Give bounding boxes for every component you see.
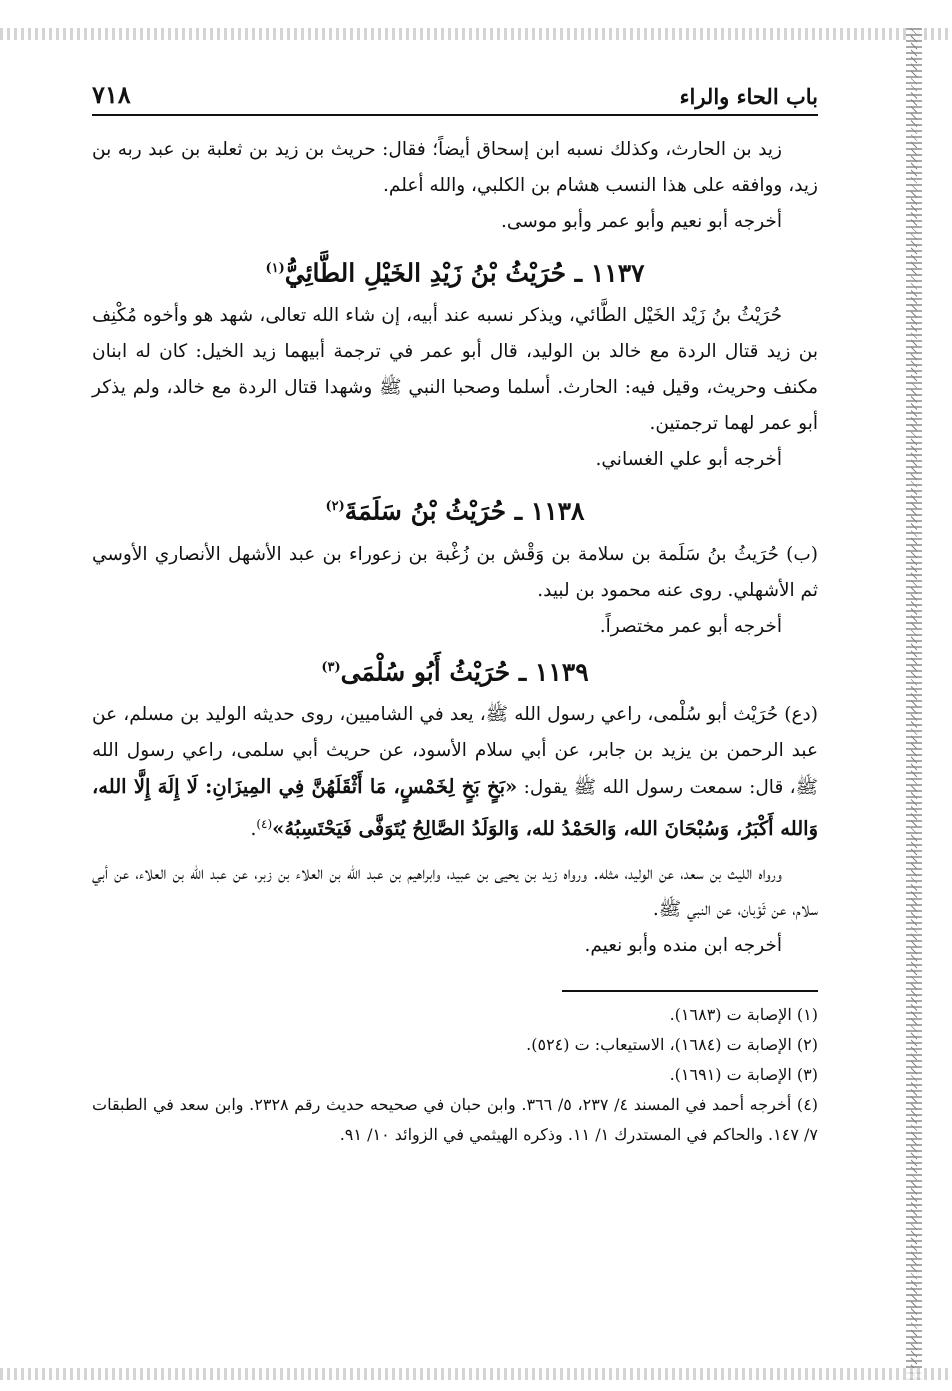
entry-title-text: ١١٣٨ ـ حُرَيْثُ بْنُ سَلَمَةَ [344, 496, 585, 526]
chapter-title: باب الحاء والراء [679, 84, 818, 109]
entry-title-1139 [92, 645, 818, 695]
entry-title-1137 [92, 246, 818, 296]
footnote-ref: (٤) [256, 816, 273, 831]
footnote-4: (٤) أخرجه أحمد في المسند ٤/ ٢٣٧، ٥/ ٣٦٦. وابن حبان في صحيحه حديث رقم ٢٣٢٨. وابن سعد في الطبقات ٧/ ١٤٧. والحاكم في المستدرك ١/ ١١. وذكره الهيثمي في الزوائد ١٠/ ٩١. [92, 1095, 819, 1145]
footnote-ref: (٢) [325, 499, 345, 515]
book-page [92, 74, 818, 1150]
entry-source-1137: أخرجه أبو علي الغساني. [595, 449, 782, 471]
entry-source-1138: أخرجه أبو عمر مختصراً. [599, 615, 782, 637]
footnote-divider [562, 990, 818, 992]
footnote-3: (٣) الإصابة ت (١٦٩١). [669, 1065, 818, 1085]
entry-body-1138: (ب) حُرَيثُ بنُ سَلَمة بن سلامة بن وَقْش بن زُغْبة بن زعوراء بن عبد الأشهل الأنصاري الأوسي ثم الأشهلي. روى عنه محمود بن لبيد. [92, 543, 818, 601]
source-line: أخرجه أبو نعيم وأبو عمر وأبو موسى. [500, 211, 782, 232]
footnote-1: (١) الإصابة ت (١٦٨٣). [669, 1005, 818, 1025]
entry-source-1139: أخرجه ابن منده وأبو نعيم. [584, 935, 782, 957]
hadith-quote: «بَخٍ بَخٍ لِخَمْسٍ، مَا أَثْقَلَهُنَّ فِي المِيزَانِ: لَا إِلَهَ إِلَّا الله، وَالله أَكْبَرُ، وَسُبْحَانَ الله، وَالحَمْدُ لله، وَالوَلَدُ الصَّالِحُ يُتَوَفَّى فَيَحْتَسِبُهُ» [92, 774, 818, 841]
page-header [92, 74, 818, 116]
entry-body-1139: (دع) حُرَيْث أبو سُلْمى، راعي رسول الله ﷺ، يعد في الشاميين، روى حديثه الوليد بن مسلم، عن عبد الرحمن بن يزيد بن جابر، عن أبي سلام الأسود، عن حريث أبي سلمى، راعي رسول الله ﷺ، قال: سمعت رسول الله ﷺ يقول: «بَخٍ بَخٍ لِخَمْسٍ، مَا أَثْقَلَهُنَّ فِي المِيزَانِ: لَا إِلَهَ إِلَّا الله، وَالله أَكْبَرُ، وَسُبْحَانَ الله، وَالحَمْدُ لله، وَالوَلَدُ الصَّالِحُ يُتَوَفَّى فَيَحْتَسِبُهُ»$^{(٤)}$. [92, 703, 818, 841]
footnotes [92, 990, 818, 1150]
footnote-ref: (١) [265, 261, 285, 276]
decorative-border-right [906, 28, 922, 1380]
entry-body-1137: حُرَيْثُ بنُ زَيْد الخَيْل الطَّائي، ويذكر نسبه عند أبيه، إن شاء الله تعالى، شهد هو وأخوه مُكْنِف بن زيد قتال الردة مع خالد بن الوليد، قال أبو عمر في ترجمة أبيهما زيد الخيل: كان له ابنان مكنف وحريث، وقيل فيه: الحارث. أسلما وصحبا النبي ﷺ وشهدا قتال الردة مع خالد، ولم يذكر أبو عمر لهما ترجمتين. [92, 305, 818, 435]
footnote-ref: (٣) [321, 659, 341, 675]
footnote-2: (٢) الإصابة ت (١٦٨٤)، الاستيعاب: ت (٥٢٤). [526, 1035, 818, 1055]
page-number: ٧١٨ [92, 80, 131, 109]
entry-body-intro: (دع) حُرَيْث أبو سُلْمى، راعي رسول الله ﷺ، يعد في الشاميين، روى حديثه الوليد بن مسلم، عن عبد الرحمن بن يزيد بن جابر، عن أبي سلام الأسود، عن حريث أبي سلمى، راعي رسول الله ﷺ، قال: سمعت رسول الله ﷺ يقول: [92, 703, 818, 798]
entry-body-1139-outro: ورواه الليث بن سعد، عن الوليد، مثله. ورواه زيد بن يحيى بن عبيد، وابراهيم بن عبد الله بن العلاء بن زبر، عن عبد الله بن العلاء، عن أبي سلام، عن ثَوْبان، عن النبي ﷺ. [92, 863, 818, 921]
entry-title-text: ١١٣٩ ـ حُرَيْثُ أَبُو سُلْمَى [340, 656, 589, 686]
decorative-border-bottom [0, 1368, 952, 1380]
continuation-paragraph: زيد بن الحارث، وكذلك نسبه ابن إسحاق أيضاً؛ فقال: حريث بن زيد بن ثعلبة بن عبد ربه بن زيد، ووافقه على هذا النسب هشام بن الكلبي، والله أعلم. [92, 139, 818, 196]
decorative-border-top [0, 28, 952, 40]
entry-title-1138 [92, 484, 818, 534]
entry-title-text: ١١٣٧ ـ حُرَيْثُ بْنُ زَيْدِ الخَيْلِ الطَّائِيُّ [284, 258, 645, 288]
